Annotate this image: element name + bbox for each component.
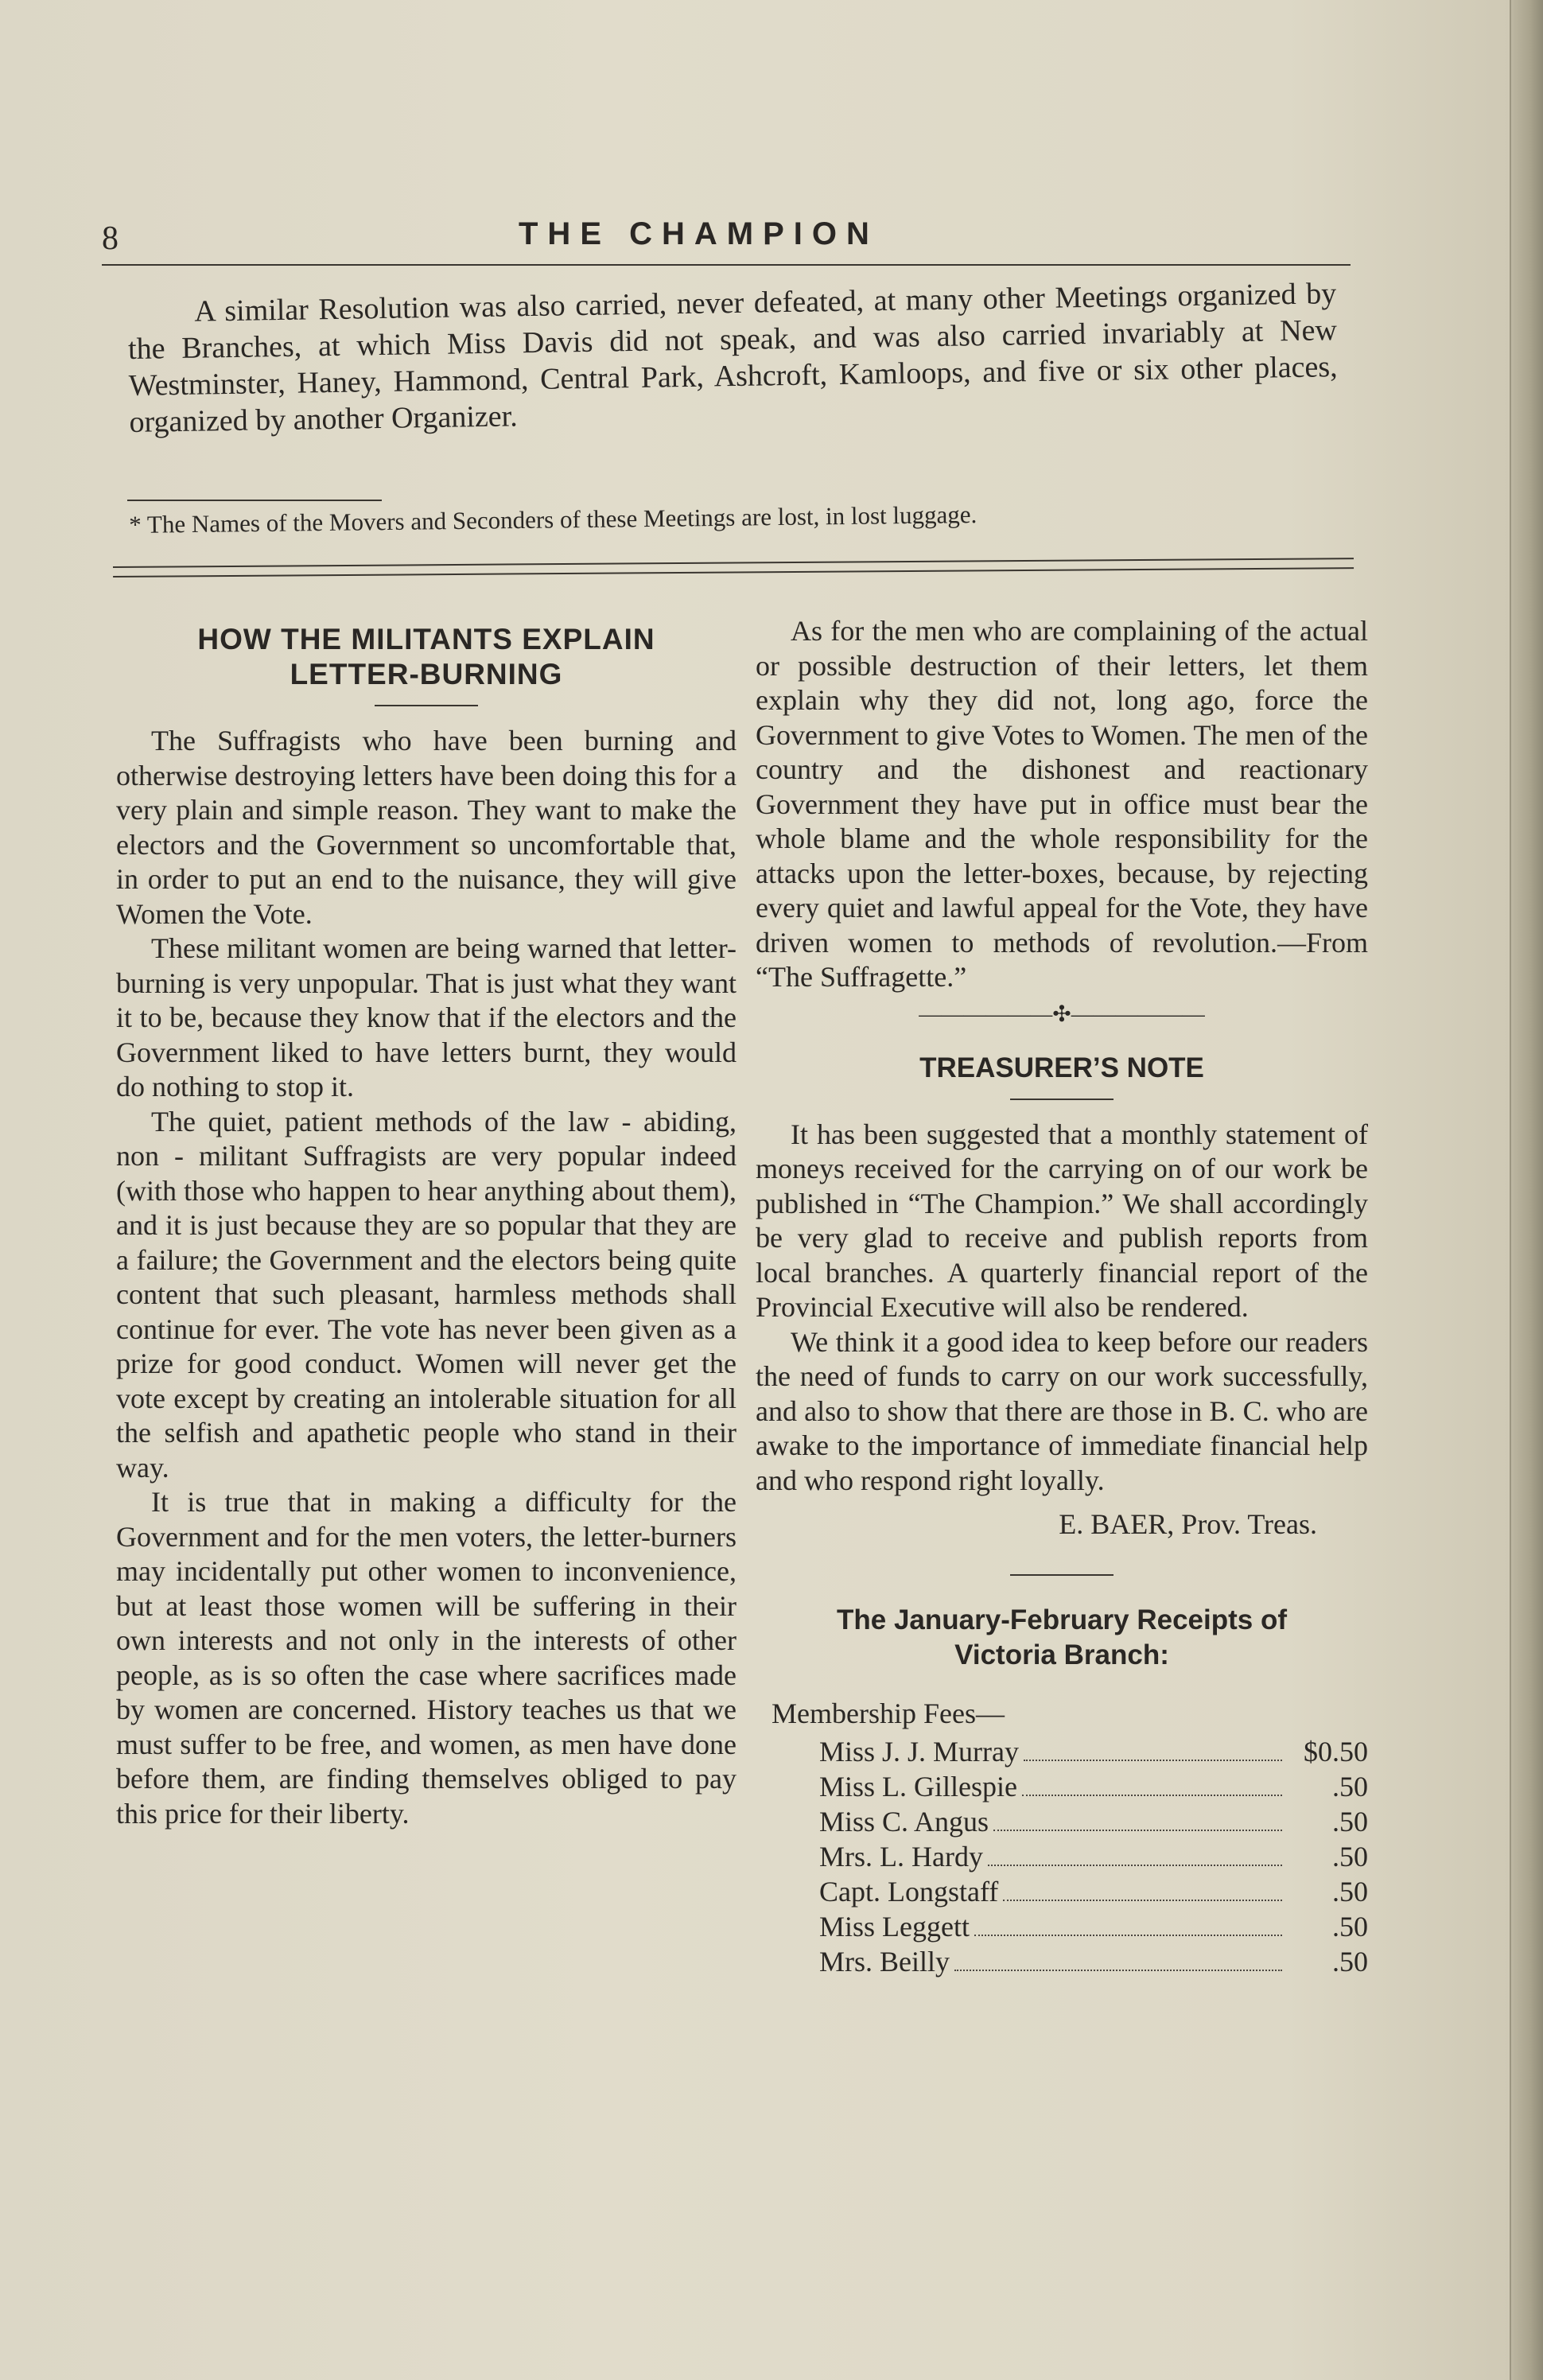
receipt-row	[819, 1734, 1368, 1769]
article-paragraph: It is true that in making a difficulty for the Government and for the men voters, the letter-burners may incidentally put other women to inconvenience, but at least those women will be suffering in their own interests and not only in the interests of other people, as is so often the case where sacrifices made by women are concerned. History teaches us that we must suffer to be free, and women, as men have done before them, are finding themselves obliged to pay this price for their liberty.	[116, 1486, 737, 1830]
receipts-list	[756, 1734, 1368, 1979]
treasurer-note-title: TREASURER’S NOTE	[919, 1052, 1204, 1083]
receipts-subheading: Membership Fees—	[772, 1697, 1005, 1729]
receipt-amount: $0.50	[1304, 1736, 1368, 1768]
article-title-line2: LETTER-BURNING	[290, 658, 563, 690]
treasurer-signature: E. BAER, Prov. Treas.	[1059, 1508, 1317, 1540]
article-paragraph: The quiet, patient methods of the law - abiding, non - militant Suffragists are very popular indeed (with those who happen to hear anything about them), and it is just because they are so popular that they are a failure; the Government and the electors being quite content that such pleasant, harmless methods shall continue for ever. The vote has never been given as a prize for good conduct. Women will never get the vote except by creating an intolerable situation for all the selfish and apathetic people who stand in their way.	[116, 1105, 737, 1484]
article-title-line1: HOW THE MILITANTS EXPLAIN	[197, 623, 655, 655]
right-column	[756, 614, 1368, 1979]
article-paragraph: These militant women are being warned that letter-burning is very unpopular. That is just what they want it to be, because they know that if the electors and the Government liked to have letters burnt, they would do nothing to stop it.	[116, 932, 737, 1102]
receipt-row	[819, 1839, 1368, 1874]
receipt-amount: .50	[1332, 1911, 1368, 1942]
receipt-name: Miss C. Angus	[819, 1806, 989, 1838]
treasurer-paragraph: It has been suggested that a monthly statement of moneys received for the carrying on of our work be published in “The Champion.” We shall accordingly be very glad to receive and publish reports from local branches. A quarterly financial report of the Provincial Executive will also be rendered.	[756, 1118, 1368, 1323]
leader-dots	[993, 1830, 1282, 1831]
receipt-name: Miss L. Gillespie	[819, 1771, 1017, 1802]
page-number: 8	[102, 220, 119, 257]
receipt-name: Capt. Longstaff	[819, 1876, 999, 1908]
receipt-row	[819, 1769, 1368, 1804]
leader-dots	[1003, 1900, 1282, 1901]
receipt-name: Miss J. J. Murray	[819, 1736, 1020, 1768]
receipt-amount: .50	[1332, 1771, 1368, 1802]
leader-dots	[1022, 1795, 1282, 1796]
ornament-divider: ——————✣——————	[919, 1001, 1205, 1027]
intro-paragraph: A similar Resolution was also carried, never defeated, at many other Meetings organized by the Branches, at which Miss Davis did not speak, and was also carried invariably at New Westminster, Haney, Hammond, Central Park, Ashcroft, Kamloops, and five or six other places, organized by another Organizer.	[127, 277, 1338, 439]
article-continuation: As for the men who are complaining of the actual or possible destruction of their letters, let them explain why they did not, long ago, force the Government to give Votes to Women. The men of the country and the dishonest and reactionary Government they have put in office must bear the whole blame and the whole responsibility for the attacks upon the letter-boxes, because, by rejecting every quiet and lawful appeal for the Vote, they have driven women to methods of revolution.—From “The Suffragette.”	[756, 615, 1368, 993]
intro-block	[127, 275, 1339, 441]
page-header	[102, 216, 1351, 272]
receipt-name: Mrs. L. Hardy	[819, 1841, 983, 1872]
footnote-rule	[127, 500, 382, 501]
receipts-title-line2: Victoria Branch:	[954, 1639, 1169, 1670]
receipts-title-line1: The January-February Receipts of	[837, 1604, 1287, 1635]
section-rule	[1010, 1574, 1114, 1576]
section-divider	[113, 558, 1354, 578]
article-paragraph: The Suffragists who have been burning and otherwise destroying letters have been doing this for a very plain and simple reason. They want to make the electors and the Government so uncomfortable that, in order to put an end to the nuisance, they will give Women the Vote.	[116, 725, 737, 930]
left-column	[116, 622, 737, 1831]
page-edge	[1510, 0, 1543, 2380]
leader-dots	[1024, 1760, 1282, 1761]
leader-dots	[988, 1865, 1282, 1866]
header-rule	[102, 264, 1351, 266]
receipt-name: Miss Leggett	[819, 1911, 970, 1942]
leader-dots	[974, 1935, 1282, 1936]
receipt-name: Mrs. Beilly	[819, 1946, 950, 1978]
title-rule	[1010, 1099, 1114, 1100]
receipt-amount: .50	[1332, 1946, 1368, 1978]
title-rule	[375, 705, 478, 706]
receipt-amount: .50	[1332, 1841, 1368, 1872]
receipt-row	[819, 1804, 1368, 1839]
receipt-row	[819, 1909, 1368, 1944]
receipts-title	[756, 1603, 1368, 1673]
receipt-row	[819, 1944, 1368, 1979]
running-title: THE CHAMPION	[519, 216, 879, 251]
treasurer-paragraph: We think it a good idea to keep before our readers the need of funds to carry on our work successfully, and also to show that there are those in B. C. who are awake to the importance of immediate financial help and who respond right loyally.	[756, 1325, 1368, 1496]
receipt-row	[819, 1874, 1368, 1909]
receipt-amount: .50	[1332, 1806, 1368, 1838]
footnote: * The Names of the Movers and Seconders of these Meetings are lost, in lost luggage.	[129, 500, 977, 539]
article-title	[116, 622, 737, 692]
leader-dots	[954, 1970, 1282, 1971]
receipt-amount: .50	[1332, 1876, 1368, 1908]
